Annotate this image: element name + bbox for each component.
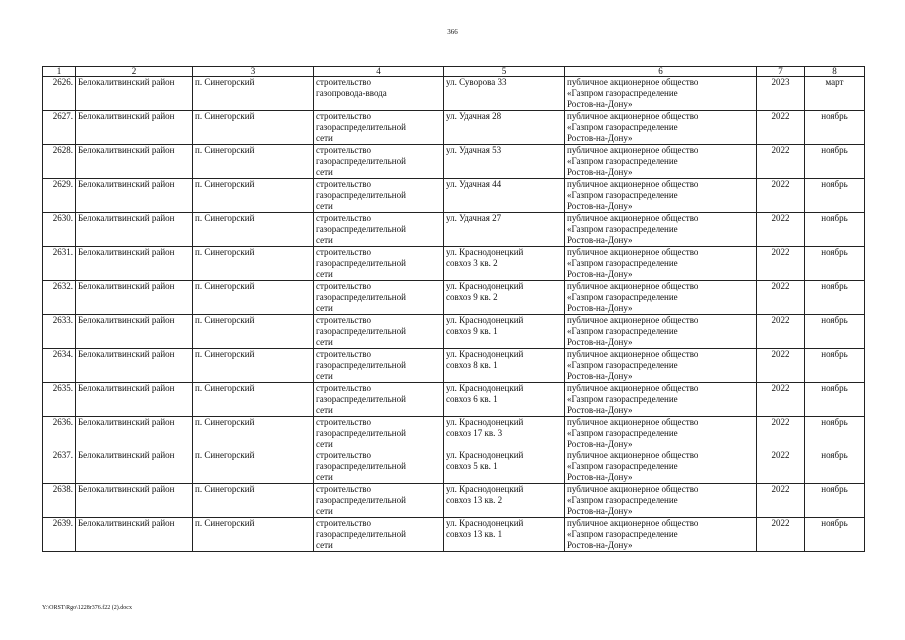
work-type-cell: строительство газораспределительной сети <box>314 179 444 213</box>
table-body <box>43 77 865 552</box>
district-cell: Белокалитвинский район <box>76 518 193 552</box>
district-cell: Белокалитвинский район <box>76 77 193 111</box>
settlement-cell: п. Синегорский <box>193 281 314 315</box>
address-cell: ул. Удачная 53 <box>444 145 565 179</box>
settlement-cell: п. Синегорский <box>193 145 314 179</box>
work-type-cell: строительство газораспределительной сети <box>314 315 444 349</box>
year-cell: 2022 <box>757 179 805 213</box>
month-cell: ноябрь <box>805 281 865 315</box>
table-row <box>43 383 865 417</box>
header-row <box>43 67 865 77</box>
district-cell: Белокалитвинский район <box>76 247 193 281</box>
district-cell: Белокалитвинский район <box>76 315 193 349</box>
header-col-3: 3 <box>193 67 314 77</box>
month-cell: ноябрь <box>805 179 865 213</box>
row-number: 2635. <box>43 383 76 417</box>
address-cell: ул. Краснодонецкий совхоз 5 кв. 1 <box>444 450 565 484</box>
settlement-cell: п. Синегорский <box>193 179 314 213</box>
district-cell: Белокалитвинский район <box>76 179 193 213</box>
district-cell: Белокалитвинский район <box>76 349 193 383</box>
work-type-cell: строительство газопровода-ввода <box>314 77 444 111</box>
row-number: 2633. <box>43 315 76 349</box>
district-cell: Белокалитвинский район <box>76 417 193 451</box>
owner-cell: публичное акционерное общество «Газпром газораспределение Ростов-на-Дону» <box>565 145 757 179</box>
table-row <box>43 247 865 281</box>
owner-cell: публичное акционерное общество «Газпром газораспределение Ростов-на-Дону» <box>565 281 757 315</box>
address-cell: ул. Краснодонецкий совхоз 6 кв. 1 <box>444 383 565 417</box>
settlement-cell: п. Синегорский <box>193 417 314 451</box>
settlement-cell: п. Синегорский <box>193 315 314 349</box>
table-row <box>43 145 865 179</box>
header-col-6: 6 <box>565 67 757 77</box>
header-col-1: 1 <box>43 67 76 77</box>
owner-cell: публичное акционерное общество «Газпром газораспределение Ростов-на-Дону» <box>565 518 757 552</box>
settlement-cell: п. Синегорский <box>193 247 314 281</box>
address-cell: ул. Краснодонецкий совхоз 13 кв. 2 <box>444 484 565 518</box>
year-cell: 2023 <box>757 77 805 111</box>
district-cell: Белокалитвинский район <box>76 145 193 179</box>
page-number: 366 <box>447 28 458 36</box>
owner-cell: публичное акционерное общество «Газпром газораспределение Ростов-на-Дону» <box>565 247 757 281</box>
row-number: 2632. <box>43 281 76 315</box>
owner-cell: публичное акционерное общество «Газпром газораспределение Ростов-на-Дону» <box>565 383 757 417</box>
table-row <box>43 484 865 518</box>
month-cell: ноябрь <box>805 450 865 484</box>
work-type-cell: строительство газораспределительной сети <box>314 518 444 552</box>
owner-cell: публичное акционерное общество «Газпром газораспределение Ростов-на-Дону» <box>565 349 757 383</box>
owner-cell: публичное акционерное общество «Газпром газораспределение Ростов-на-Дону» <box>565 77 757 111</box>
settlement-cell: п. Синегорский <box>193 111 314 145</box>
year-cell: 2022 <box>757 450 805 484</box>
district-cell: Белокалитвинский район <box>76 111 193 145</box>
work-type-cell: строительство газораспределительной сети <box>314 111 444 145</box>
header-col-7: 7 <box>757 67 805 77</box>
month-cell: ноябрь <box>805 315 865 349</box>
row-number: 2630. <box>43 213 76 247</box>
year-cell: 2022 <box>757 315 805 349</box>
settlement-cell: п. Синегорский <box>193 383 314 417</box>
year-cell: 2022 <box>757 111 805 145</box>
row-number: 2639. <box>43 518 76 552</box>
address-cell: ул. Краснодонецкий совхоз 3 кв. 2 <box>444 247 565 281</box>
header-col-8: 8 <box>805 67 865 77</box>
work-type-cell: строительство газораспределительной сети <box>314 213 444 247</box>
table-row <box>43 315 865 349</box>
work-type-cell: строительство газораспределительной сети <box>314 450 444 484</box>
month-cell: ноябрь <box>805 518 865 552</box>
row-number: 2627. <box>43 111 76 145</box>
row-number: 2631. <box>43 247 76 281</box>
table-header <box>43 67 865 77</box>
row-number: 2626. <box>43 77 76 111</box>
owner-cell: публичное акционерное общество «Газпром газораспределение Ростов-на-Дону» <box>565 484 757 518</box>
header-col-5: 5 <box>444 67 565 77</box>
month-cell: ноябрь <box>805 349 865 383</box>
row-number: 2637. <box>43 450 76 484</box>
year-cell: 2022 <box>757 349 805 383</box>
table-row <box>43 450 865 484</box>
header-col-2: 2 <box>76 67 193 77</box>
work-type-cell: строительство газораспределительной сети <box>314 281 444 315</box>
owner-cell: публичное акционерное общество «Газпром газораспределение Ростов-на-Дону» <box>565 111 757 145</box>
year-cell: 2022 <box>757 213 805 247</box>
address-cell: ул. Краснодонецкий совхоз 13 кв. 1 <box>444 518 565 552</box>
month-cell: ноябрь <box>805 213 865 247</box>
table-row <box>43 77 865 111</box>
district-cell: Белокалитвинский район <box>76 484 193 518</box>
address-cell: ул. Суворова 33 <box>444 77 565 111</box>
work-type-cell: строительство газораспределительной сети <box>314 383 444 417</box>
year-cell: 2022 <box>757 518 805 552</box>
work-type-cell: строительство газораспределительной сети <box>314 417 444 451</box>
month-cell: ноябрь <box>805 383 865 417</box>
address-cell: ул. Удачная 44 <box>444 179 565 213</box>
address-cell: ул. Удачная 27 <box>444 213 565 247</box>
settlement-cell: п. Синегорский <box>193 77 314 111</box>
table-row <box>43 518 865 552</box>
work-type-cell: строительство газораспределительной сети <box>314 145 444 179</box>
month-cell: ноябрь <box>805 417 865 451</box>
year-cell: 2022 <box>757 417 805 451</box>
settlement-cell: п. Синегорский <box>193 518 314 552</box>
address-cell: ул. Удачная 28 <box>444 111 565 145</box>
row-number: 2636. <box>43 417 76 451</box>
table-row <box>43 349 865 383</box>
owner-cell: публичное акционерное общество «Газпром газораспределение Ростов-на-Дону» <box>565 315 757 349</box>
work-type-cell: строительство газораспределительной сети <box>314 247 444 281</box>
row-number: 2638. <box>43 484 76 518</box>
footer-file-path: Y:\ORST\Rgo\1228r376.f22 (2).docx <box>42 605 132 611</box>
registry-table <box>42 66 865 552</box>
year-cell: 2022 <box>757 383 805 417</box>
address-cell: ул. Краснодонецкий совхоз 8 кв. 1 <box>444 349 565 383</box>
settlement-cell: п. Синегорский <box>193 484 314 518</box>
owner-cell: публичное акционерное общество «Газпром газораспределение Ростов-на-Дону» <box>565 179 757 213</box>
table-row <box>43 111 865 145</box>
header-col-4: 4 <box>314 67 444 77</box>
district-cell: Белокалитвинский район <box>76 281 193 315</box>
settlement-cell: п. Синегорский <box>193 349 314 383</box>
row-number: 2628. <box>43 145 76 179</box>
owner-cell: публичное акционерное общество «Газпром газораспределение Ростов-на-Дону» <box>565 213 757 247</box>
address-cell: ул. Краснодонецкий совхоз 17 кв. 3 <box>444 417 565 451</box>
work-type-cell: строительство газораспределительной сети <box>314 484 444 518</box>
row-number: 2634. <box>43 349 76 383</box>
month-cell: ноябрь <box>805 247 865 281</box>
settlement-cell: п. Синегорский <box>193 213 314 247</box>
table-row <box>43 179 865 213</box>
month-cell: март <box>805 77 865 111</box>
address-cell: ул. Краснодонецкий совхоз 9 кв. 2 <box>444 281 565 315</box>
work-type-cell: строительство газораспределительной сети <box>314 349 444 383</box>
year-cell: 2022 <box>757 484 805 518</box>
year-cell: 2022 <box>757 145 805 179</box>
table-row <box>43 213 865 247</box>
year-cell: 2022 <box>757 281 805 315</box>
district-cell: Белокалитвинский район <box>76 383 193 417</box>
owner-cell: публичное акционерное общество «Газпром газораспределение Ростов-на-Дону» <box>565 450 757 484</box>
row-number: 2629. <box>43 179 76 213</box>
year-cell: 2022 <box>757 247 805 281</box>
table-row <box>43 417 865 451</box>
table-row <box>43 281 865 315</box>
month-cell: ноябрь <box>805 111 865 145</box>
address-cell: ул. Краснодонецкий совхоз 9 кв. 1 <box>444 315 565 349</box>
district-cell: Белокалитвинский район <box>76 450 193 484</box>
owner-cell: публичное акционерное общество «Газпром газораспределение Ростов-на-Дону» <box>565 417 757 451</box>
month-cell: ноябрь <box>805 484 865 518</box>
district-cell: Белокалитвинский район <box>76 213 193 247</box>
settlement-cell: п. Синегорский <box>193 450 314 484</box>
month-cell: ноябрь <box>805 145 865 179</box>
